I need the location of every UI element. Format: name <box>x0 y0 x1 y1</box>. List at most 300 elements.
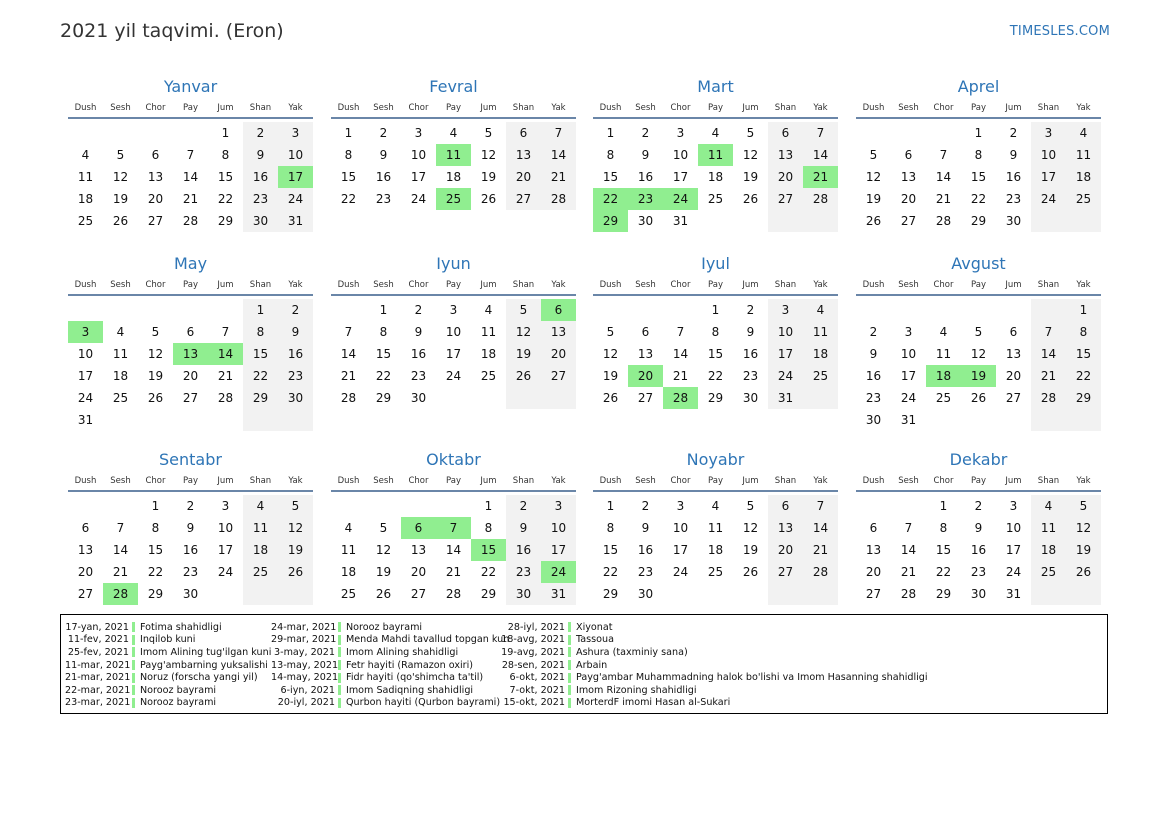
empty-cell <box>173 122 208 144</box>
day-cell: 5 <box>116 148 125 162</box>
day-cell: 4 <box>1031 495 1066 517</box>
day-cell: 19 <box>375 565 392 579</box>
day-cell: 5 <box>869 148 878 162</box>
day-cell: 31 <box>77 413 94 427</box>
day-cell: 14 <box>112 543 129 557</box>
day-cell: 16 <box>970 543 987 557</box>
legend-holiday-name: Payg'ambar Muhammadning halok bo'lishi va Imom Hasanning shahidligi <box>576 672 928 684</box>
day-cell: 29 <box>480 587 497 601</box>
day-cell: 19 <box>865 192 882 206</box>
day-cell: 8 <box>606 521 615 535</box>
legend-holiday-name: Imom Alining tug'ilgan kuni <box>140 646 272 658</box>
month-name: Noyabr <box>686 450 745 469</box>
day-cell: 3 <box>1009 499 1018 513</box>
month-name: Dekabr <box>949 450 1008 469</box>
empty-cell <box>208 299 243 321</box>
month-name: May <box>173 254 208 273</box>
empty-cell <box>103 495 138 517</box>
day-grid <box>331 495 576 605</box>
empty-cell <box>803 583 838 605</box>
day-cell: 4 <box>803 299 838 321</box>
holiday-day-cell: 15 <box>471 539 506 561</box>
month-oktabr <box>331 447 576 605</box>
day-cell: 13 <box>637 347 654 361</box>
weekday-label: Chor <box>670 476 691 486</box>
legend-date: 11-fev, 2021 <box>67 634 129 646</box>
legend-color-marker <box>338 698 341 708</box>
day-cell: 18 <box>340 565 357 579</box>
empty-cell <box>173 299 208 321</box>
day-cell: 25 <box>340 587 357 601</box>
day-cell: 15 <box>243 343 278 365</box>
day-cell: 27 <box>410 587 427 601</box>
legend-item <box>501 671 928 684</box>
day-cell: 27 <box>1005 391 1022 405</box>
day-cell: 14 <box>803 517 838 539</box>
day-cell: 7 <box>803 122 838 144</box>
day-cell: 13 <box>900 170 917 184</box>
legend-item <box>501 621 928 634</box>
weekday-label: Jum <box>217 280 234 290</box>
day-cell: 1 <box>151 499 160 513</box>
empty-cell <box>1031 299 1066 321</box>
legend-holiday-name: Payg'ambarning yuksalishi <box>140 659 268 671</box>
day-cell: 15 <box>217 170 234 184</box>
day-cell: 1 <box>379 303 388 317</box>
weekday-header <box>856 277 1101 296</box>
day-cell: 29 <box>243 387 278 409</box>
day-cell: 12 <box>147 347 164 361</box>
legend-color-marker <box>132 635 135 645</box>
day-cell: 20 <box>900 192 917 206</box>
day-cell: 30 <box>637 214 654 228</box>
day-cell: 5 <box>484 126 493 140</box>
empty-cell <box>68 495 103 517</box>
day-grid <box>593 299 838 409</box>
weekday-label: Chor <box>933 476 954 486</box>
day-cell: 19 <box>742 543 759 557</box>
day-cell: 4 <box>711 126 720 140</box>
legend-column <box>271 621 509 709</box>
legend-item <box>271 684 509 697</box>
day-cell: 2 <box>746 303 755 317</box>
day-cell: 29 <box>217 214 234 228</box>
day-cell: 2 <box>869 325 878 339</box>
month-iyun <box>331 251 576 409</box>
month-avgust <box>856 251 1101 431</box>
weekday-label: Sesh <box>635 476 656 486</box>
legend-holiday-name: MorterdF imomi Hasan al-Sukari <box>576 697 731 709</box>
day-cell: 16 <box>375 170 392 184</box>
day-cell: 7 <box>116 521 125 535</box>
weekday-label: Dush <box>862 280 885 290</box>
day-cell: 1 <box>606 499 615 513</box>
day-cell: 17 <box>445 347 462 361</box>
weekday-label: Dush <box>599 476 622 486</box>
day-cell: 15 <box>707 347 724 361</box>
weekday-label: Jum <box>217 103 234 113</box>
legend-item <box>501 697 928 710</box>
day-cell: 2 <box>243 122 278 144</box>
day-cell: 6 <box>904 148 913 162</box>
day-grid <box>331 299 576 409</box>
legend-color-marker <box>132 698 135 708</box>
day-cell: 7 <box>676 325 685 339</box>
empty-cell <box>961 409 996 431</box>
day-cell: 11 <box>707 521 724 535</box>
legend-holiday-name: Noruz (forscha yangi yil) <box>140 672 258 684</box>
day-cell: 29 <box>147 587 164 601</box>
day-cell: 20 <box>768 539 803 561</box>
weekday-header <box>68 277 313 296</box>
day-cell: 3 <box>1031 122 1066 144</box>
day-cell: 9 <box>746 325 755 339</box>
empty-cell <box>243 583 278 605</box>
weekday-label: Jum <box>742 476 759 486</box>
day-cell: 3 <box>904 325 913 339</box>
day-cell: 14 <box>445 543 462 557</box>
legend-date: 25-fev, 2021 <box>67 646 129 658</box>
legend-item <box>501 684 928 697</box>
day-cell: 23 <box>865 391 882 405</box>
day-cell: 29 <box>602 587 619 601</box>
empty-cell <box>366 495 401 517</box>
legend-item <box>271 697 509 710</box>
empty-cell <box>733 583 768 605</box>
legend-holiday-name: Ashura (taxminiy sana) <box>576 646 688 658</box>
day-cell: 18 <box>445 170 462 184</box>
day-cell: 11 <box>935 347 952 361</box>
day-cell: 20 <box>410 565 427 579</box>
day-cell: 31 <box>541 583 576 605</box>
day-cell: 5 <box>974 325 983 339</box>
day-cell: 15 <box>602 543 619 557</box>
legend-color-marker <box>568 673 571 683</box>
day-cell: 8 <box>606 148 615 162</box>
day-cell: 21 <box>900 565 917 579</box>
weekday-label: Shan <box>512 103 535 113</box>
day-cell: 12 <box>375 543 392 557</box>
weekday-label: Sesh <box>110 280 131 290</box>
day-cell: 10 <box>217 521 234 535</box>
day-cell: 9 <box>1009 148 1018 162</box>
legend-date: 11-mar, 2021 <box>65 659 131 671</box>
day-cell: 12 <box>480 148 497 162</box>
day-cell: 7 <box>939 148 948 162</box>
day-cell: 10 <box>1031 144 1066 166</box>
legend-date: 19-avg, 2021 <box>501 646 565 658</box>
day-cell: 23 <box>637 565 654 579</box>
day-cell: 6 <box>81 521 90 535</box>
day-cell: 22 <box>480 565 497 579</box>
weekday-label: Shan <box>512 280 535 290</box>
weekday-label: Sesh <box>635 103 656 113</box>
day-cell: 7 <box>904 521 913 535</box>
day-cell: 17 <box>900 369 917 383</box>
day-cell: 3 <box>449 303 458 317</box>
empty-cell <box>961 299 996 321</box>
empty-cell <box>68 299 103 321</box>
empty-cell <box>331 495 366 517</box>
day-cell: 27 <box>865 587 882 601</box>
day-cell: 13 <box>865 543 882 557</box>
day-cell: 6 <box>151 148 160 162</box>
legend-color-marker <box>568 622 571 632</box>
site-link[interactable]: TIMESLES.COM <box>1009 24 1110 39</box>
holiday-day-cell: 29 <box>593 210 628 232</box>
empty-cell <box>593 299 628 321</box>
weekday-label: Jum <box>480 476 497 486</box>
empty-cell <box>803 210 838 232</box>
day-cell: 1 <box>221 126 230 140</box>
day-cell: 4 <box>484 303 493 317</box>
day-cell: 9 <box>641 148 650 162</box>
day-cell: 3 <box>414 126 423 140</box>
day-cell: 16 <box>1005 170 1022 184</box>
legend-date: 21-mar, 2021 <box>65 672 131 684</box>
day-cell: 7 <box>344 325 353 339</box>
day-cell: 26 <box>506 365 541 387</box>
day-cell: 22 <box>707 369 724 383</box>
day-cell: 2 <box>186 499 195 513</box>
day-cell: 18 <box>707 543 724 557</box>
day-cell: 25 <box>1066 188 1101 210</box>
day-cell: 17 <box>541 539 576 561</box>
empty-cell <box>1066 210 1101 232</box>
month-dekabr <box>856 447 1101 605</box>
day-cell: 5 <box>506 299 541 321</box>
legend-holiday-name: Tassoua <box>576 634 614 646</box>
weekday-header <box>856 100 1101 119</box>
day-cell: 21 <box>445 565 462 579</box>
legend-item <box>65 634 271 647</box>
weekday-header <box>593 277 838 296</box>
day-cell: 14 <box>1031 343 1066 365</box>
empty-cell <box>856 495 891 517</box>
legend-date: 7-okt, 2021 <box>509 684 565 696</box>
weekday-label: Dush <box>599 103 622 113</box>
day-cell: 9 <box>641 521 650 535</box>
day-cell: 30 <box>410 391 427 405</box>
holiday-day-cell: 25 <box>436 188 471 210</box>
legend-color-marker <box>132 685 135 695</box>
empty-cell <box>856 122 891 144</box>
legend-item <box>65 684 271 697</box>
weekday-label: Chor <box>408 476 429 486</box>
weekday-label: Pay <box>446 280 461 290</box>
day-cell: 21 <box>935 192 952 206</box>
day-cell: 30 <box>243 210 278 232</box>
day-cell: 19 <box>742 170 759 184</box>
weekday-label: Dush <box>337 476 360 486</box>
legend-holiday-name: Arbain <box>576 659 608 671</box>
day-cell: 6 <box>506 122 541 144</box>
day-cell: 24 <box>672 565 689 579</box>
weekday-label: Dush <box>337 280 360 290</box>
legend-date: 18-avg, 2021 <box>501 634 565 646</box>
day-cell: 20 <box>147 192 164 206</box>
weekday-label: Sesh <box>373 280 394 290</box>
day-cell: 18 <box>707 170 724 184</box>
day-cell: 5 <box>606 325 615 339</box>
day-cell: 25 <box>1031 561 1066 583</box>
day-cell: 2 <box>641 126 650 140</box>
weekday-label: Shan <box>774 103 797 113</box>
day-cell: 9 <box>379 148 388 162</box>
day-cell: 16 <box>742 347 759 361</box>
day-cell: 11 <box>77 170 94 184</box>
weekday-label: Yak <box>288 103 303 113</box>
weekday-label: Jum <box>480 280 497 290</box>
day-cell: 7 <box>1031 321 1066 343</box>
day-cell: 3 <box>221 499 230 513</box>
weekday-label: Dush <box>862 103 885 113</box>
day-cell: 22 <box>217 192 234 206</box>
legend-date: 28-sen, 2021 <box>501 659 565 671</box>
weekday-label: Yak <box>1076 476 1091 486</box>
day-cell: 30 <box>182 587 199 601</box>
day-cell: 6 <box>768 122 803 144</box>
empty-cell <box>401 495 436 517</box>
legend-color-marker <box>568 635 571 645</box>
day-cell: 4 <box>116 325 125 339</box>
legend-date: 15-okt, 2021 <box>503 697 565 709</box>
weekday-header <box>593 100 838 119</box>
weekday-label: Sesh <box>898 103 919 113</box>
empty-cell <box>541 387 576 409</box>
day-cell: 12 <box>742 521 759 535</box>
day-cell: 14 <box>182 170 199 184</box>
day-cell: 27 <box>77 587 94 601</box>
month-name: Sentabr <box>159 450 222 469</box>
legend-color-marker <box>338 660 341 670</box>
holiday-day-cell: 21 <box>803 166 838 188</box>
day-grid <box>331 122 576 210</box>
holiday-day-cell: 23 <box>628 188 663 210</box>
day-cell: 17 <box>1005 543 1022 557</box>
day-cell: 14 <box>541 144 576 166</box>
day-cell: 27 <box>768 188 803 210</box>
day-grid <box>856 495 1101 605</box>
day-cell: 2 <box>641 499 650 513</box>
day-cell: 16 <box>278 343 313 365</box>
day-cell: 23 <box>243 188 278 210</box>
day-cell: 5 <box>746 499 755 513</box>
day-cell: 10 <box>77 347 94 361</box>
day-cell: 26 <box>602 391 619 405</box>
month-sentabr <box>68 447 313 605</box>
legend-item <box>65 671 271 684</box>
weekday-label: Yak <box>813 103 828 113</box>
day-cell: 21 <box>112 565 129 579</box>
day-cell: 4 <box>344 521 353 535</box>
weekday-label: Pay <box>183 103 198 113</box>
weekday-label: Yak <box>288 280 303 290</box>
day-cell: 30 <box>637 587 654 601</box>
day-cell: 8 <box>711 325 720 339</box>
day-cell: 8 <box>974 148 983 162</box>
day-cell: 29 <box>970 214 987 228</box>
day-cell: 18 <box>1031 539 1066 561</box>
day-cell: 26 <box>480 192 497 206</box>
legend-item <box>271 659 509 672</box>
legend-holiday-name: Norooz bayrami <box>140 684 217 696</box>
month-mart <box>593 74 838 232</box>
month-fevral <box>331 74 576 210</box>
day-cell: 13 <box>410 543 427 557</box>
day-cell: 17 <box>672 170 689 184</box>
weekday-label: Jum <box>480 103 497 113</box>
day-cell: 30 <box>742 391 759 405</box>
day-cell: 24 <box>1005 565 1022 579</box>
legend-item <box>65 697 271 710</box>
legend-holiday-name: Fidr hayiti (qo'shimcha ta'til) <box>346 672 484 684</box>
day-cell: 15 <box>375 347 392 361</box>
day-cell: 5 <box>151 325 160 339</box>
day-cell: 9 <box>414 325 423 339</box>
day-cell: 24 <box>445 369 462 383</box>
day-cell: 13 <box>768 144 803 166</box>
day-cell: 2 <box>506 495 541 517</box>
empty-cell <box>173 409 208 431</box>
empty-cell <box>1066 409 1101 431</box>
legend-holiday-name: Menda Mahdi tavallud topgan kun <box>346 634 510 646</box>
legend-date: 29-mar, 2021 <box>271 634 337 646</box>
day-cell: 24 <box>410 192 427 206</box>
day-cell: 10 <box>278 144 313 166</box>
day-cell: 28 <box>1031 387 1066 409</box>
day-cell: 20 <box>506 166 541 188</box>
day-cell: 11 <box>803 321 838 343</box>
day-cell: 28 <box>803 188 838 210</box>
day-cell: 27 <box>900 214 917 228</box>
page-title: 2021 yil taqvimi. (Eron) <box>60 20 284 42</box>
day-cell: 21 <box>803 539 838 561</box>
legend-column <box>501 621 928 709</box>
day-cell: 20 <box>768 166 803 188</box>
day-cell: 1 <box>606 126 615 140</box>
day-cell: 24 <box>768 365 803 387</box>
day-cell: 24 <box>217 565 234 579</box>
empty-cell <box>891 495 926 517</box>
day-cell: 18 <box>1066 166 1101 188</box>
day-cell: 23 <box>742 369 759 383</box>
weekday-label: Jum <box>217 476 234 486</box>
holiday-day-cell: 6 <box>541 299 576 321</box>
empty-cell <box>103 409 138 431</box>
weekday-header <box>68 473 313 492</box>
day-cell: 25 <box>243 561 278 583</box>
day-cell: 7 <box>221 325 230 339</box>
weekday-label: Dush <box>74 103 97 113</box>
legend-date: 22-mar, 2021 <box>65 684 131 696</box>
day-cell: 27 <box>768 561 803 583</box>
day-cell: 17 <box>217 543 234 557</box>
day-cell: 22 <box>602 565 619 579</box>
day-cell: 26 <box>147 391 164 405</box>
day-cell: 11 <box>1066 144 1101 166</box>
day-cell: 1 <box>974 126 983 140</box>
legend-column <box>65 621 271 709</box>
day-cell: 2 <box>278 299 313 321</box>
day-cell: 29 <box>375 391 392 405</box>
day-cell: 21 <box>1031 365 1066 387</box>
weekday-label: Pay <box>971 280 986 290</box>
legend-color-marker <box>132 647 135 657</box>
legend-item <box>65 659 271 672</box>
holiday-day-cell: 14 <box>208 343 243 365</box>
weekday-label: Jum <box>742 103 759 113</box>
